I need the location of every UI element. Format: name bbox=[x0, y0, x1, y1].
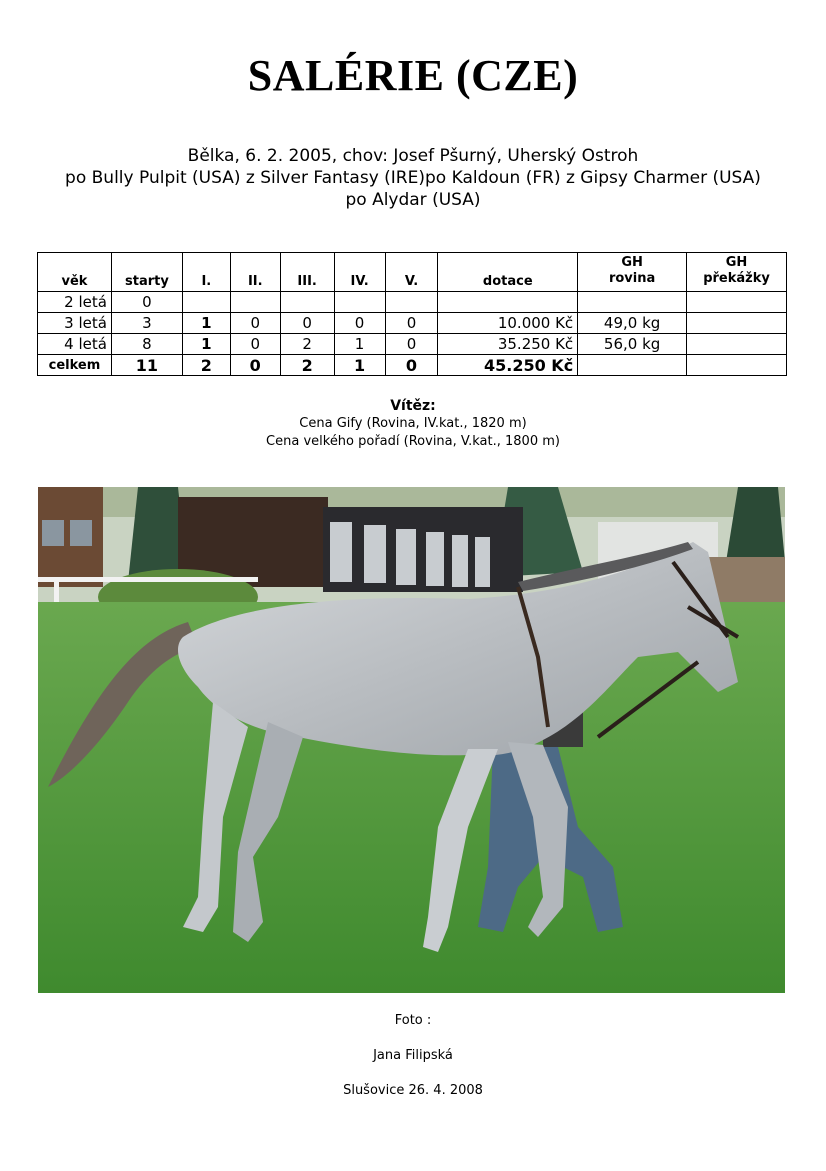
photographer-name: Jana Filipská bbox=[373, 1048, 453, 1063]
cell-second bbox=[230, 292, 280, 313]
race-stats-table bbox=[37, 252, 787, 376]
header-gh-flat bbox=[578, 253, 687, 292]
table-total-row bbox=[38, 355, 787, 376]
cell-gh-jump bbox=[687, 334, 787, 355]
cell-first: 1 bbox=[182, 334, 230, 355]
header-starts: starty bbox=[111, 253, 182, 292]
cell-total-gh-flat bbox=[578, 355, 687, 376]
cell-gh-jump bbox=[687, 313, 787, 334]
table-header-row bbox=[38, 253, 787, 292]
cell-second: 0 bbox=[230, 334, 280, 355]
cell-total-label: celkem bbox=[38, 355, 112, 376]
header-fourth: IV. bbox=[334, 253, 385, 292]
cell-fourth: 1 bbox=[334, 334, 385, 355]
cell-first bbox=[182, 292, 230, 313]
header-gh-flat-line1: GH bbox=[621, 255, 643, 270]
cell-starts: 8 bbox=[111, 334, 182, 355]
cell-prize bbox=[438, 292, 578, 313]
horse-photo-illustration bbox=[38, 487, 785, 993]
cell-age: 4 letá bbox=[38, 334, 112, 355]
cell-total-fourth: 1 bbox=[334, 355, 385, 376]
pedigree-line-2: po Alydar (USA) bbox=[345, 190, 481, 210]
cell-total-fifth: 0 bbox=[385, 355, 438, 376]
header-fifth: V. bbox=[385, 253, 438, 292]
cell-prize: 10.000 Kč bbox=[438, 313, 578, 334]
winner-heading: Vítěz: bbox=[390, 398, 436, 414]
winner-race-1: Cena Gify (Rovina, IV.kat., 1820 m) bbox=[299, 416, 527, 431]
header-gh-jump-line2: překážky bbox=[703, 271, 770, 286]
horse-photo bbox=[38, 487, 785, 993]
cell-total-first: 2 bbox=[182, 355, 230, 376]
cell-second: 0 bbox=[230, 313, 280, 334]
cell-third: 0 bbox=[280, 313, 334, 334]
header-third: III. bbox=[280, 253, 334, 292]
header-age: věk bbox=[38, 253, 112, 292]
cell-fourth bbox=[334, 292, 385, 313]
cell-starts: 0 bbox=[111, 292, 182, 313]
header-prize: dotace bbox=[438, 253, 578, 292]
cell-first: 1 bbox=[182, 313, 230, 334]
cell-starts: 3 bbox=[111, 313, 182, 334]
cell-gh-flat: 56,0 kg bbox=[578, 334, 687, 355]
cell-fourth: 0 bbox=[334, 313, 385, 334]
cell-total-gh-jump bbox=[687, 355, 787, 376]
cell-age: 2 letá bbox=[38, 292, 112, 313]
cell-age: 3 letá bbox=[38, 313, 112, 334]
cell-third bbox=[280, 292, 334, 313]
cell-total-starts: 11 bbox=[111, 355, 182, 376]
winner-section bbox=[0, 397, 826, 451]
photo-place-date: Slušovice 26. 4. 2008 bbox=[343, 1083, 483, 1098]
winner-race-2: Cena velkého pořadí (Rovina, V.kat., 1800 m) bbox=[266, 434, 560, 449]
header-gh-jump-line1: GH bbox=[725, 255, 748, 270]
table-row bbox=[38, 334, 787, 355]
table-row bbox=[38, 313, 787, 334]
birth-breeder-line: Bělka, 6. 2. 2005, chov: Josef Pšurný, Uherský Ostroh bbox=[187, 146, 639, 166]
header-gh-jump bbox=[687, 253, 787, 292]
cell-fifth: 0 bbox=[385, 334, 438, 355]
cell-total-third: 2 bbox=[280, 355, 334, 376]
header-second: II. bbox=[230, 253, 280, 292]
photo-label: Foto : bbox=[394, 1013, 432, 1028]
cell-fifth bbox=[385, 292, 438, 313]
pedigree-line: po Bully Pulpit (USA) z Silver Fantasy (IRE)po Kaldoun (FR) z Gipsy Charmer (USA) bbox=[65, 168, 761, 188]
header-gh-flat-line2: rovina bbox=[608, 271, 656, 286]
horse-info bbox=[0, 145, 826, 211]
cell-prize: 35.250 Kč bbox=[438, 334, 578, 355]
cell-total-prize: 45.250 Kč bbox=[438, 355, 578, 376]
cell-fifth: 0 bbox=[385, 313, 438, 334]
cell-gh-jump bbox=[687, 292, 787, 313]
cell-total-second: 0 bbox=[230, 355, 280, 376]
cell-gh-flat: 49,0 kg bbox=[578, 313, 687, 334]
cell-gh-flat bbox=[578, 292, 687, 313]
horse-name: SALÉRIE (CZE) bbox=[247, 51, 579, 100]
table-row bbox=[38, 292, 787, 313]
cell-third: 2 bbox=[280, 334, 334, 355]
header-first: I. bbox=[182, 253, 230, 292]
